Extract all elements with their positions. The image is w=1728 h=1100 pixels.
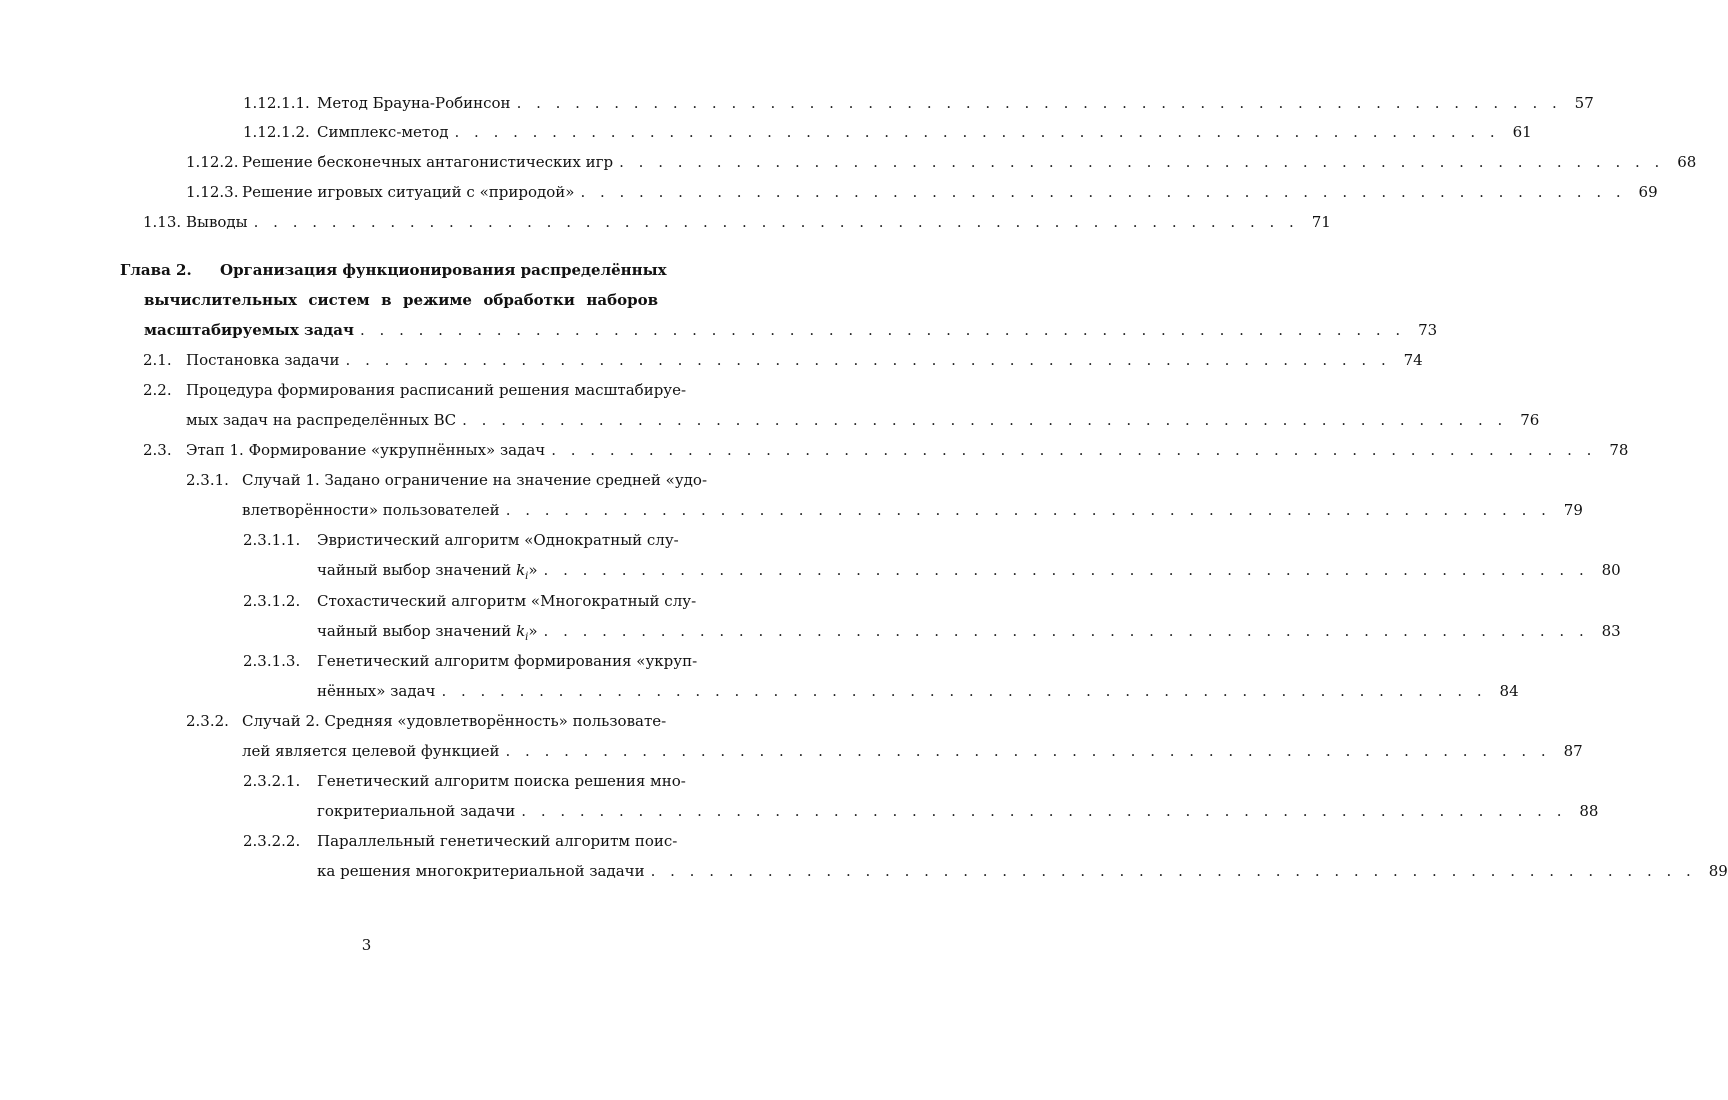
toc-title-line: Эвристический алгоритм «Однократный слу- [317,531,679,549]
toc-title: Постановка задачи [186,351,340,369]
toc-leader: . . . . . . . . . . . . . . . . . . . . . . . . . . . . . . . . . . . . . . . . . . . . . . . . . . . . . . [345,351,1391,369]
toc-entry-2-3-2-2 [243,830,1728,882]
toc-page: 61 [1512,123,1532,141]
toc-entry-2-3-2 [186,710,1583,762]
toc-title-line: Процедура формирования расписаний решения масштабируе- [186,381,687,399]
toc-page: 68 [1677,153,1697,171]
toc-number: 2.3.1.2. [243,592,301,610]
toc-number: 2.3.2. [186,712,229,730]
toc-page: 57 [1574,94,1594,112]
toc-title: Симплекс-метод [317,123,449,141]
toc-title-line: Генетический алгоритм поиска решения мно- [317,772,686,790]
toc-entry-2-3-1-1 [243,529,1621,582]
toc-entry-1-12-1-1 [243,92,1594,114]
toc-number: 2.3.1. [186,471,229,489]
toc-entry-2-3-2-1 [243,770,1599,822]
toc-number: 2.3. [143,441,172,459]
toc-leader: . . . . . . . . . . . . . . . . . . . . . . . . . . . . . . . . . . . . . . . . . . . . . . . . . . . . . . [253,213,1299,231]
toc-entry-2-3-1 [186,469,1583,521]
toc-title-line: влетворённости» пользователей [242,501,500,519]
toc-number: 2.3.2.2. [243,832,301,850]
toc-title-line [317,620,538,649]
toc-leader: . . . . . . . . . . . . . . . . . . . . . . . . . . . . . . . . . . . . . . . . . . . . . . . . . . . . . . [543,622,1589,640]
toc-number: 2.3.1.3. [243,652,301,670]
toc-title: Выводы [186,213,248,231]
toc-title-line: Генетический алгоритм формирования «укруп- [317,652,698,670]
chapter-title-line: Организация функционирования распределённых [220,261,667,279]
toc-leader: . . . . . . . . . . . . . . . . . . . . . . . . . . . . . . . . . . . . . . . . . . . . . . . . . . . . . . [551,441,1597,459]
toc-page: 71 [1311,213,1331,231]
toc-entry-2-1 [143,349,1423,371]
toc-title-line: Случай 2. Средняя «удовлетворённость» пользовате- [242,712,667,730]
math-variable: k [516,561,526,579]
toc-leader: . . . . . . . . . . . . . . . . . . . . . . . . . . . . . . . . . . . . . . . . . . . . . . . . . . . . . . [521,802,1567,820]
toc-title: Метод Брауна-Робинсон [317,94,511,112]
toc-leader: . . . . . . . . . . . . . . . . . . . . . . . . . . . . . . . . . . . . . . . . . . . . . . . . . . . . . . [360,321,1406,339]
toc-title-line: мых задач на распределённых ВС [186,411,457,429]
toc-title: Этап 1. Формирование «укрупнённых» задач [186,441,546,459]
toc-entry-2-3-1-3 [243,650,1519,702]
toc-title-line: Стохастический алгоритм «Многократный слу- [317,592,697,610]
toc-entry-1-13 [143,211,1331,233]
math-variable: k [516,622,526,640]
toc-leader: . . . . . . . . . . . . . . . . . . . . . . . . . . . . . . . . . . . . . . . . . . . . . . . . . . . . . . [505,742,1551,760]
toc-leader: . . . . . . . . . . . . . . . . . . . . . . . . . . . . . . . . . . . . . . . . . . . . . . . . . . . . . . [505,501,1551,519]
toc-entry-2-3 [143,439,1629,461]
title-text: чайный выбор значений [317,561,517,579]
toc-number: 1.12.1.2. [243,123,310,141]
toc-number: 2.3.2.1. [243,772,301,790]
title-text: » [528,622,538,640]
toc-page: 69 [1638,183,1658,201]
toc-page: 76 [1520,411,1540,429]
chapter-title-line: вычислительных систем в режиме обработки наборов [144,291,658,309]
chapter-label: Глава 2. [120,261,192,279]
toc-entry-1-12-1-2 [243,121,1532,143]
toc-page: 78 [1609,441,1629,459]
toc-number: 1.13. [143,213,182,231]
toc-page: 73 [1418,321,1438,339]
toc-number: 2.3.1.1. [243,531,301,549]
toc-title-line: гокритериальной задачи [317,802,516,820]
toc-page: 87 [1563,742,1583,760]
toc-leader: . . . . . . . . . . . . . . . . . . . . . . . . . . . . . . . . . . . . . . . . . . . . . . . . . . . . . . [462,411,1508,429]
toc-page: 83 [1601,622,1621,640]
title-text: чайный выбор значений [317,622,517,640]
toc-page: 80 [1601,561,1621,579]
toc-number: 1.12.2. [186,153,239,171]
toc-leader: . . . . . . . . . . . . . . . . . . . . . . . . . . . . . . . . . . . . . . . . . . . . . . . . . . . . . . [619,153,1665,171]
toc-title-line [317,559,538,588]
page-number: 3 [361,936,372,954]
math-subscript: i [525,571,529,582]
chapter-title-line: масштабируемых задач [144,321,354,339]
toc-leader: . . . . . . . . . . . . . . . . . . . . . . . . . . . . . . . . . . . . . . . . . . . . . . . . . . . . . . [543,561,1589,579]
toc-number: 1.12.3. [186,183,239,201]
toc-leader: . . . . . . . . . . . . . . . . . . . . . . . . . . . . . . . . . . . . . . . . . . . . . . . . . . . . . . [441,682,1487,700]
title-text: » [528,561,538,579]
toc-title: Решение игровых ситуаций с «природой» [242,183,575,201]
toc-page: 79 [1563,501,1583,519]
toc-page: 84 [1499,682,1519,700]
toc-title-line: ка решения многокритериальной задачи [317,862,645,880]
toc-page: 89 [1708,862,1728,880]
toc-entry-2-3-1-2 [243,590,1621,643]
toc-title-line: нённых» задач [317,682,436,700]
math-subscript: i [525,632,529,643]
toc-title-line: Параллельный генетический алгоритм поис- [317,832,678,850]
toc-page: 88 [1579,802,1599,820]
toc-number: 2.1. [143,351,172,369]
toc-entry-2-2 [143,379,1540,431]
toc-number: 2.2. [143,381,172,399]
toc-entry-1-12-3 [186,181,1658,203]
toc-chapter-2 [120,259,1438,349]
toc-leader: . . . . . . . . . . . . . . . . . . . . . . . . . . . . . . . . . . . . . . . . . . . . . . . . . . . . . . [580,183,1626,201]
toc-title-line: лей является целевой функцией [242,742,500,760]
toc-number: 1.12.1.1. [243,94,310,112]
toc-leader: . . . . . . . . . . . . . . . . . . . . . . . . . . . . . . . . . . . . . . . . . . . . . . . . . . . . . . [650,862,1696,880]
toc-leader: . . . . . . . . . . . . . . . . . . . . . . . . . . . . . . . . . . . . . . . . . . . . . . . . . . . . . . [454,123,1500,141]
toc-title-line: Случай 1. Задано ограничение на значение средней «удо- [242,471,708,489]
toc-page: 74 [1403,351,1423,369]
toc-entry-1-12-2 [186,151,1697,173]
toc-title: Решение бесконечных антагонистических игр [242,153,614,171]
toc-leader: . . . . . . . . . . . . . . . . . . . . . . . . . . . . . . . . . . . . . . . . . . . . . . . . . . . . . . [516,94,1562,112]
